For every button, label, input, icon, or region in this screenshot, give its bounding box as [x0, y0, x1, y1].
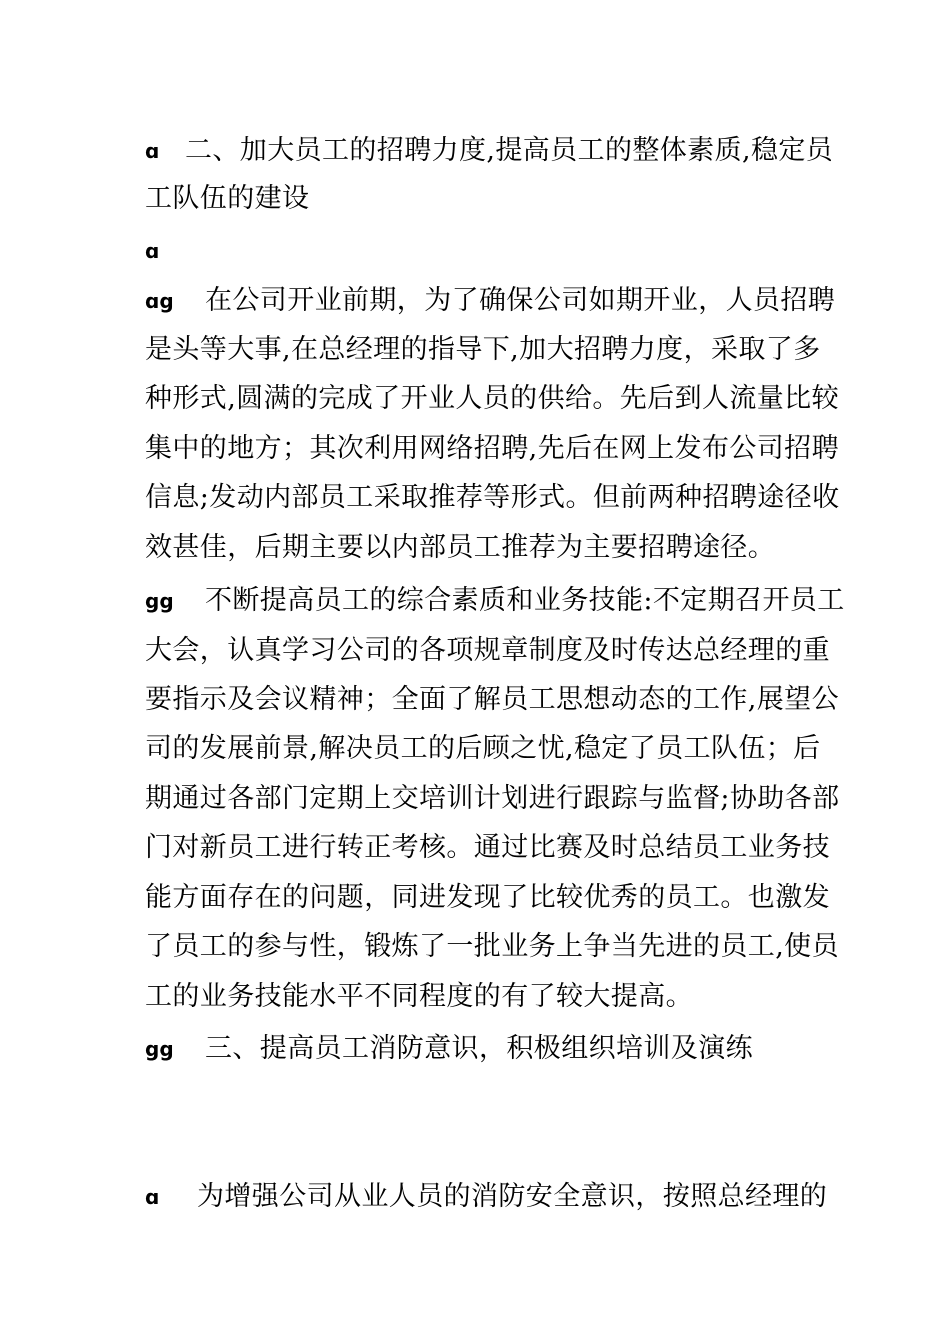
section-heading-line: 工队伍的建设	[145, 183, 310, 214]
paragraph-marker: ɑ	[145, 239, 160, 263]
body-text-line: 是头等大事,在总经理的指导下,加大招聘力度，采取了多	[145, 334, 821, 365]
body-text-line: 要指示及会议精神；全面了解员工思想动态的工作,展望公	[145, 684, 839, 715]
body-text-line: 效甚佳，后期主要以内部员工推荐为主要招聘途径。	[145, 532, 776, 563]
body-text-line: 不断提高员工的综合素质和业务技能:不定期召开员工	[205, 585, 845, 616]
body-text-line: 在公司开业前期，为了确保公司如期开业，人员招聘	[205, 285, 836, 316]
body-text-line: 能方面存在的问题，同进发现了比较优秀的员工。也激发	[145, 882, 830, 913]
body-text-line: 信息;发动内部员工采取推荐等形式。但前两种招聘途径收	[145, 482, 840, 513]
body-text-line: 集中的地方；其次利用网络招聘,先后在网上发布公司招聘	[145, 433, 839, 464]
body-text-line: 司的发展前景,解决员工的后顾之忧,稳定了员工队伍；后	[145, 733, 821, 764]
body-text-line: 种形式,圆满的完成了开业人员的供给。先后到人流量比较	[145, 383, 839, 414]
section-heading-line: 三、提高员工消防意识，积极组织培训及演练	[205, 1033, 753, 1064]
paragraph-marker: ɑ	[145, 139, 160, 163]
body-text-line: 了员工的参与性，锻炼了一批业务上争当先进的员工,使员	[145, 931, 839, 962]
paragraph-marker: gg	[145, 1037, 174, 1061]
body-text-line: 期通过各部门定期上交培训计划进行跟踪与监督;协助各部	[145, 783, 840, 814]
section-heading-line: 二、加大员工的招聘力度,提高员工的整体素质,稳定员	[185, 135, 834, 166]
body-text-line: 为增强公司从业人员的消防安全意识，按照总经理的	[197, 1181, 828, 1212]
paragraph-marker: ɑg	[145, 289, 174, 313]
body-text-line: 门对新员工进行转正考核。通过比赛及时总结员工业务技	[145, 832, 830, 863]
paragraph-marker: gg	[145, 589, 174, 613]
paragraph-marker: ɑ	[145, 1185, 160, 1209]
body-text-line: 工的业务技能水平不同程度的有了较大提高。	[145, 981, 693, 1012]
body-text-line: 大会，认真学习公司的各项规章制度及时传达总经理的重	[145, 635, 830, 666]
